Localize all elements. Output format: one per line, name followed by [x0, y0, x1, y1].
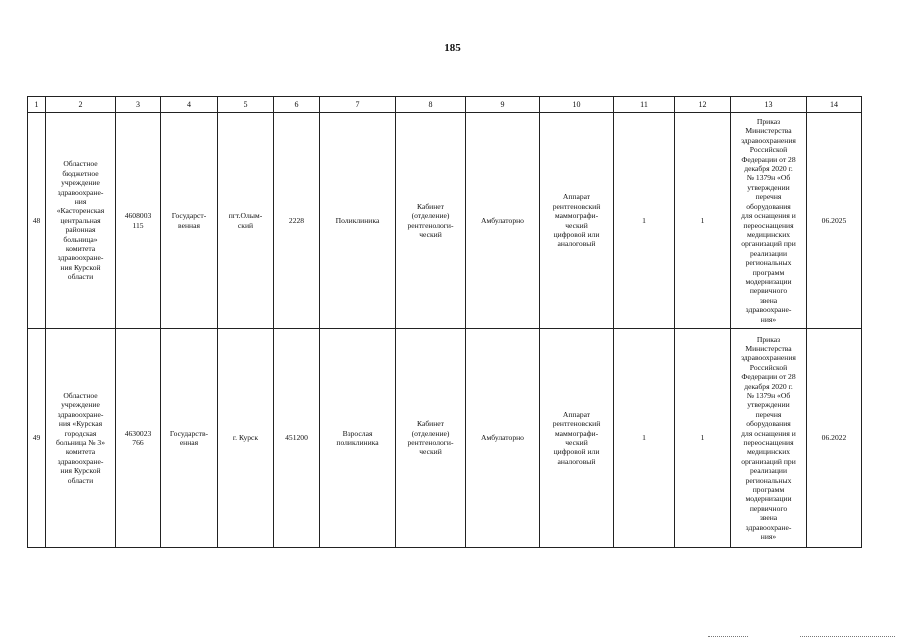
equipment: Аппарат рентгеновский маммографи- ческий цифровой или аналоговый — [540, 329, 614, 548]
column-number: 14 — [807, 97, 862, 113]
equipment: Аппарат рентгеновский маммографи- ческий цифровой или аналоговый — [540, 113, 614, 329]
legal-basis: Приказ Министерства здравоохранения Российской Федерации от 28 декабря 2020 г. № 1379н «Об утверждении перечня оборудования для оснащения и переоснащения медицинских организаций при реализации региональных программ модернизации первичного звена здравоохране- ния» — [731, 113, 807, 329]
population: 2228 — [274, 113, 320, 329]
population: 451200 — [274, 329, 320, 548]
organization-name: Областное учреждение здравоохране- ния «Курская городская больница № 3» комитета здравоохране- ния Курской области — [46, 329, 116, 548]
quantity: 1 — [614, 113, 675, 329]
department: Кабинет (отделение) рентгенологи- ческий — [396, 113, 466, 329]
organization-name: Областное бюджетное учреждение здравоохране- ния «Касторенская центральная районная больница» комитета здравоохране- ния Курской области — [46, 113, 116, 329]
quantity-planned: 1 — [675, 113, 731, 329]
column-number: 12 — [675, 97, 731, 113]
row-index: 49 — [28, 329, 46, 548]
unit-type: Взрослая поликлиника — [320, 329, 396, 548]
column-number: 4 — [161, 97, 218, 113]
deadline: 06.2025 — [807, 113, 862, 329]
ownership-form: Государств- енная — [161, 329, 218, 548]
page-number: 185 — [444, 42, 461, 54]
column-number: 2 — [46, 97, 116, 113]
ownership-form: Государст- венная — [161, 113, 218, 329]
quantity-planned: 1 — [675, 329, 731, 548]
table-row — [28, 329, 862, 548]
unit-type: Поликлиника — [320, 113, 396, 329]
quantity: 1 — [614, 329, 675, 548]
table-row — [28, 113, 862, 329]
scan-artifact — [708, 636, 748, 638]
column-number: 8 — [396, 97, 466, 113]
row-index: 48 — [28, 113, 46, 329]
column-number: 9 — [466, 97, 540, 113]
column-number: 3 — [116, 97, 161, 113]
column-number: 11 — [614, 97, 675, 113]
legal-basis: Приказ Министерства здравоохранения Российской Федерации от 28 декабря 2020 г. № 1379н «Об утверждении перечня оборудования для оснащения и переоснащения медицинских организаций при реализации региональных программ модернизации первичного звена здравоохране- ния» — [731, 329, 807, 548]
organization-code: 4608003 115 — [116, 113, 161, 329]
care-condition: Амбулаторно — [466, 329, 540, 548]
department: Кабинет (отделение) рентгенологи- ческий — [396, 329, 466, 548]
scan-artifact — [800, 636, 895, 638]
column-number-row — [28, 97, 862, 113]
column-number: 5 — [218, 97, 274, 113]
locality: пгт.Олым- ский — [218, 113, 274, 329]
column-number: 13 — [731, 97, 807, 113]
organization-code: 4630023 766 — [116, 329, 161, 548]
registry-table — [27, 96, 862, 548]
deadline: 06.2022 — [807, 329, 862, 548]
column-number: 10 — [540, 97, 614, 113]
column-number: 1 — [28, 97, 46, 113]
care-condition: Амбулаторно — [466, 113, 540, 329]
column-number: 7 — [320, 97, 396, 113]
locality: г. Курск — [218, 329, 274, 548]
column-number: 6 — [274, 97, 320, 113]
